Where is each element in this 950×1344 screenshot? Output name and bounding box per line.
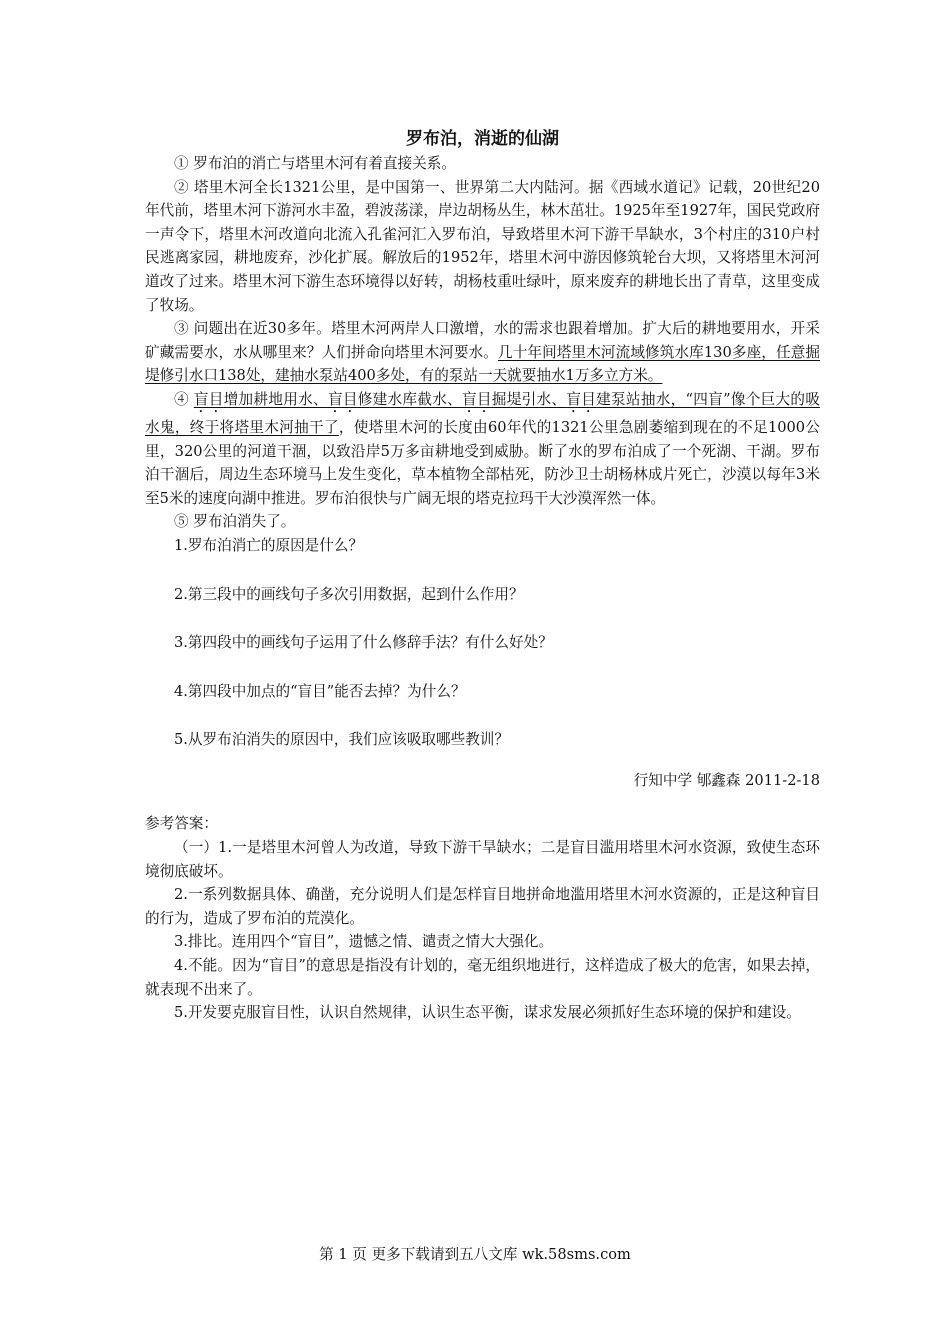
document-page xyxy=(145,126,820,1025)
paragraph-2: ② 塔里木河全长1321公里，是中国第一、世界第二大内陆河。据《西域水道记》记载，20世纪20年代前，塔里木河下游河水丰盈，碧波荡漾，岸边胡杨丛生，林木茁壮。1925年至1927年，国民党政府一声令下，塔里木河改道向北流入孔雀河汇入罗布泊，导致塔里木河下游干旱缺水，3个村庄的310户村民逃离家园，耕地废弃，沙化扩展。解放后的1952年，塔里木河中游因修筑轮台大坝，又将塔里木河河道改了过来。塔里木河下游生态环境得以好转，胡杨枝重吐绿叶，原来废弃的耕地长出了青草，这里变成了牧场。 xyxy=(145,178,820,314)
paragraph-3-text: ③ 问题出在近30多年。塔里木河两岸人口激增，水的需求也跟着增加。扩大后的耕地要用水，开采矿藏需要水，水从哪里来？人们拼命向塔里木河要水。 xyxy=(145,320,820,361)
answer-4: 4.不能。因为“盲目”的意思是指没有计划的，毫无组织地进行，这样造成了极大的危害，如果去掉，就表现不出来了。 xyxy=(145,957,820,998)
paragraph-4-number: ④ xyxy=(174,390,194,408)
document-title: 罗布泊，消逝的仙湖 xyxy=(406,129,559,149)
question-2: 2.第三段中的画线句子多次引用数据，起到什么作用？ xyxy=(174,585,524,603)
question-list xyxy=(145,534,820,752)
underlined-segment: 掘堤引水、 xyxy=(491,390,567,408)
page-footer: 第 1 页 更多下载请到五八文库 wk.58sms.com xyxy=(319,1246,631,1263)
underlined-segment: 增加耕地用水、 xyxy=(223,390,328,408)
question-4: 4.第四段中加点的“盲目”能否去掉？为什么？ xyxy=(174,682,466,700)
reference-answers-label: 参考答案： xyxy=(145,815,218,833)
answer-5: 5.开发要克服盲目性，认识自然规律，认识生态平衡，谋求发展必须抓好生态环境的保护和建设。 xyxy=(174,1004,801,1022)
answer-1: （一）1.一是塔里木河曾人为改道，导致下游干旱缺水；二是盲目滥用塔里木河水资源，致使生态环境彻底破坏。 xyxy=(145,839,820,880)
underlined-segment: 建泵站抽水，“四盲”像个巨大的吸水鬼，终于将塔里木河抽干了 xyxy=(145,390,820,436)
dotted-word-mangmu: 盲目 xyxy=(566,390,597,408)
author-signature: 行知中学 郇鑫森 2011-2-18 xyxy=(633,771,820,789)
question-5: 5.从罗布泊消失的原因中，我们应该吸取哪些教训？ xyxy=(174,731,509,749)
question-3: 3.第四段中的画线句子运用了什么修辞手法？有什么好处？ xyxy=(174,634,553,652)
paragraph-4 xyxy=(145,388,820,510)
dotted-word-mangmu: 盲目 xyxy=(462,390,492,408)
dotted-word-mangmu: 盲目 xyxy=(327,390,358,408)
paragraph-1: ① 罗布泊的消亡与塔里木河有着直接关系。 xyxy=(174,155,456,172)
question-1: 1.罗布泊消亡的原因是什么？ xyxy=(174,536,364,554)
dotted-word-mangmu: 盲目 xyxy=(193,390,224,408)
underlined-segment: 修建水库截水、 xyxy=(357,390,463,408)
paragraph-5: ⑤ 罗布泊消失了。 xyxy=(174,513,296,531)
paragraph-3 xyxy=(145,317,820,388)
answer-2: 2.一系列数据具体、确凿，充分说明人们是怎样盲目地拼命地滥用塔里木河水资源的，正是这种盲目的行为，造成了罗布泊的荒漠化。 xyxy=(145,886,820,927)
paragraph-4-text: ，使塔里木河的长度由60年代的1321公里急剧萎缩到现在的不足1000公里，320公里的河道干涸，以致沿岸5万多亩耕地受到威胁。断了水的罗布泊成了一个死湖、干湖。罗布泊干涸后，周边生态环境马上发生变化，草本植物全部枯死，防沙卫士胡杨林成片死亡，沙漠以每年3米至5米的速度向湖中推进。罗布泊很快与广阔无垠的塔克拉玛干大沙漠浑然一体。 xyxy=(145,418,820,507)
reference-answers xyxy=(145,836,820,1025)
answer-3: 3.排比。连用四个“盲目”，遗憾之情、谴责之情大大强化。 xyxy=(174,933,554,951)
paragraph-3-underlined-sentence: 几十年间塔里木河流域修筑水库130多座，任意掘堤修引水口138处，建抽水泵站400多处，有的泵站一天就要抽水1万多立方米。 xyxy=(145,343,820,385)
